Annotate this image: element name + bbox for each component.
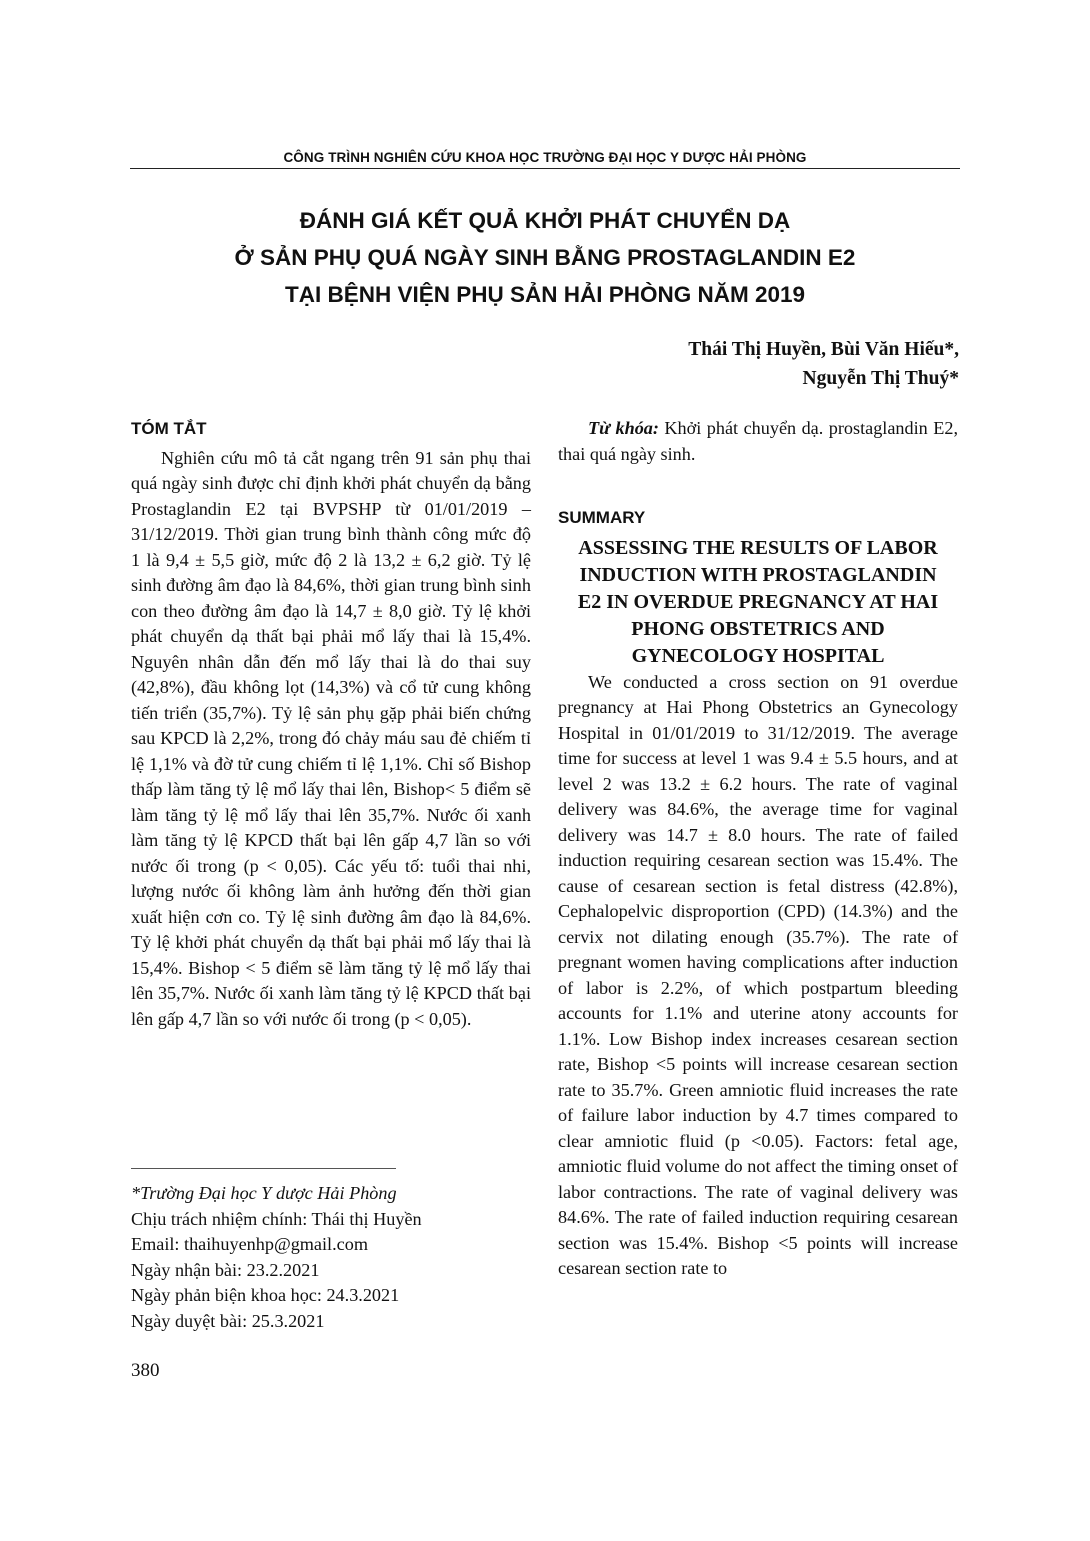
title-line-1: ĐÁNH GIÁ KẾT QUẢ KHỞI PHÁT CHUYỂN DẠ <box>299 208 791 233</box>
footnote-email: Email: thaihuyenhp@gmail.com <box>131 1234 368 1254</box>
header-rule <box>130 168 960 169</box>
footnote-received: Ngày nhận bài: 23.2.2021 <box>131 1259 320 1280</box>
footnote-rule <box>131 1168 396 1169</box>
summary-title-line-4: PHONG OBSTETRICS AND <box>631 617 885 640</box>
right-column <box>558 416 958 1282</box>
left-column <box>131 416 531 1032</box>
abstract-heading: TÓM TẮT <box>131 419 207 438</box>
authors-line-2: Nguyễn Thị Thuý* <box>802 368 959 389</box>
summary-title-line-3: E2 IN OVERDUE PREGNANCY AT HAI <box>577 590 939 613</box>
footnote-accepted: Ngày duyệt bài: 25.3.2021 <box>131 1310 325 1331</box>
summary-title-line-2: INDUCTION WITH PROSTAGLANDIN <box>579 563 937 586</box>
article-title <box>130 202 960 313</box>
footnote-affiliation: *Trường Đại học Y dược Hải Phòng <box>131 1183 397 1203</box>
summary-title-line-1: ASSESSING THE RESULTS OF LABOR <box>578 536 938 559</box>
keywords-label: Từ khóa: <box>588 418 659 438</box>
title-line-2: Ở SẢN PHỤ QUÁ NGÀY SINH BẰNG PROSTAGLANDIN E2 <box>234 245 856 270</box>
summary-heading: SUMMARY <box>558 508 646 527</box>
keywords-text: Khởi phát chuyển dạ. prostaglandin E2, thai quá ngày sinh. <box>558 418 958 464</box>
authors-line-1: Thái Thị Huyền, Bùi Văn Hiếu*, <box>688 339 959 360</box>
summary-body: We conducted a cross section on 91 overdue pregnancy at Hai Phong Obstetrics an Gynecology Hospital in 01/01/2019 to 31/12/2019. The average time for success at level 1 was 9.4 ± 5.5 hours, and at level 2 was 13.2 ± 6.2 hours. The rate of vaginal delivery was 84.6%, the average time for vaginal delivery was 14.7 ± 8.0 hours. The rate of failed induction requiring cesarean section was 15.4%. The cause of cesarean section is fetal distress (42.8%), Cephalopelvic disproportion (CPD) (14.3%) and the cervix not dilating enough (35.7%). The rate of pregnant women having complications after induction of labor is 2.2%, of which postpartum bleeding accounts for 1.1% and uterine atony accounts for 1.1%. Low Bishop index increases cesarean section rate, Bishop <5 points will increase cesarean section rate to 35.7%. Green amniotic fluid increases the rate of failure labor induction by 4.7 times compared to clear amniotic fluid (p <0.05). Factors: fetal age, amniotic fluid volume do not affect the timing onset of labor contractions. The rate of vaginal delivery was 84.6%. The rate of failed induction requiring cesarean section was 15.4%. Bishop <5 points will increase cesarean section rate to <box>558 671 958 1278</box>
running-header: CÔNG TRÌNH NGHIÊN CỨU KHOA HỌC TRƯỜNG ĐẠI HỌC Y DƯỢC HẢI PHÒNG <box>283 150 807 165</box>
summary-title-line-5: GYNECOLOGY HOSPITAL <box>631 644 885 667</box>
footnote-responsible: Chịu trách nhiệm chính: Thái thị Huyền <box>131 1208 422 1229</box>
abstract-body: Nghiên cứu mô tả cắt ngang trên 91 sản phụ thai quá ngày sinh được chỉ định khởi phát chuyển dạ bằng Prostaglandin E2 tại BVPSHP từ 01/01/2019 – 31/12/2019. Thời gian trung bình thành công mức độ 1 là 9,4 ± 5,5 giờ, mức độ 2 là 13,2 ± 6,2 giờ. Tỷ lệ sinh đường âm đạo là 84,6%, thời gian trung bình sinh con theo đường âm đạo là 14,7 ± 8,0 giờ. Tỷ lệ khởi phát chuyển dạ thất bại phải mổ lấy thai là 15,4%. Nguyên nhân dẫn đến mổ lấy thai là do thai suy (42,8%), đầu không lọt (14,3%) và cổ tử cung không tiến triển (35,7%). Tỷ lệ sản phụ gặp phải biến chứng sau KPCD là 2,2%, trong đó chảy máu sau đẻ chiếm tỉ lệ 1,1% và đờ tử cung chiếm tỉ lệ 1,1%. Chỉ số Bishop thấp làm tăng tỷ lệ mổ lấy thai lên, Bishop< 5 điểm sẽ làm tăng tỷ lệ mổ lấy thai lên 35,7%. Nước ối xanh làm tăng tỷ lệ KPCD thất bại lên gấp 4,7 lần so với nước ối trong (p < 0,05). Các yếu tố: tuổi thai nhi, lượng nước ối không làm ảnh hưởng đến thời gian xuất hiện cơn co. Tỷ lệ sinh đường âm đạo là 84,6%. Tỷ lệ khởi phát chuyển dạ thất bại phải mổ lấy thai là 15,4%. Bishop < 5 điểm sẽ làm tăng tỷ lệ mổ lấy thai lên 35,7%. Nước ối xanh làm tăng tỷ lệ KPCD thất bại lên gấp 4,7 lần so với nước ối trong (p < 0,05). <box>131 447 531 1029</box>
page-number: 380 <box>131 1360 160 1381</box>
footnote-reviewed: Ngày phản biện khoa học: 24.3.2021 <box>131 1285 400 1305</box>
summary-title <box>558 535 958 670</box>
author-list <box>688 335 959 393</box>
title-line-3: TẠI BỆNH VIỆN PHỤ SẢN HẢI PHÒNG NĂM 2019 <box>284 282 806 307</box>
footnotes <box>131 1181 422 1334</box>
keywords <box>558 416 958 467</box>
